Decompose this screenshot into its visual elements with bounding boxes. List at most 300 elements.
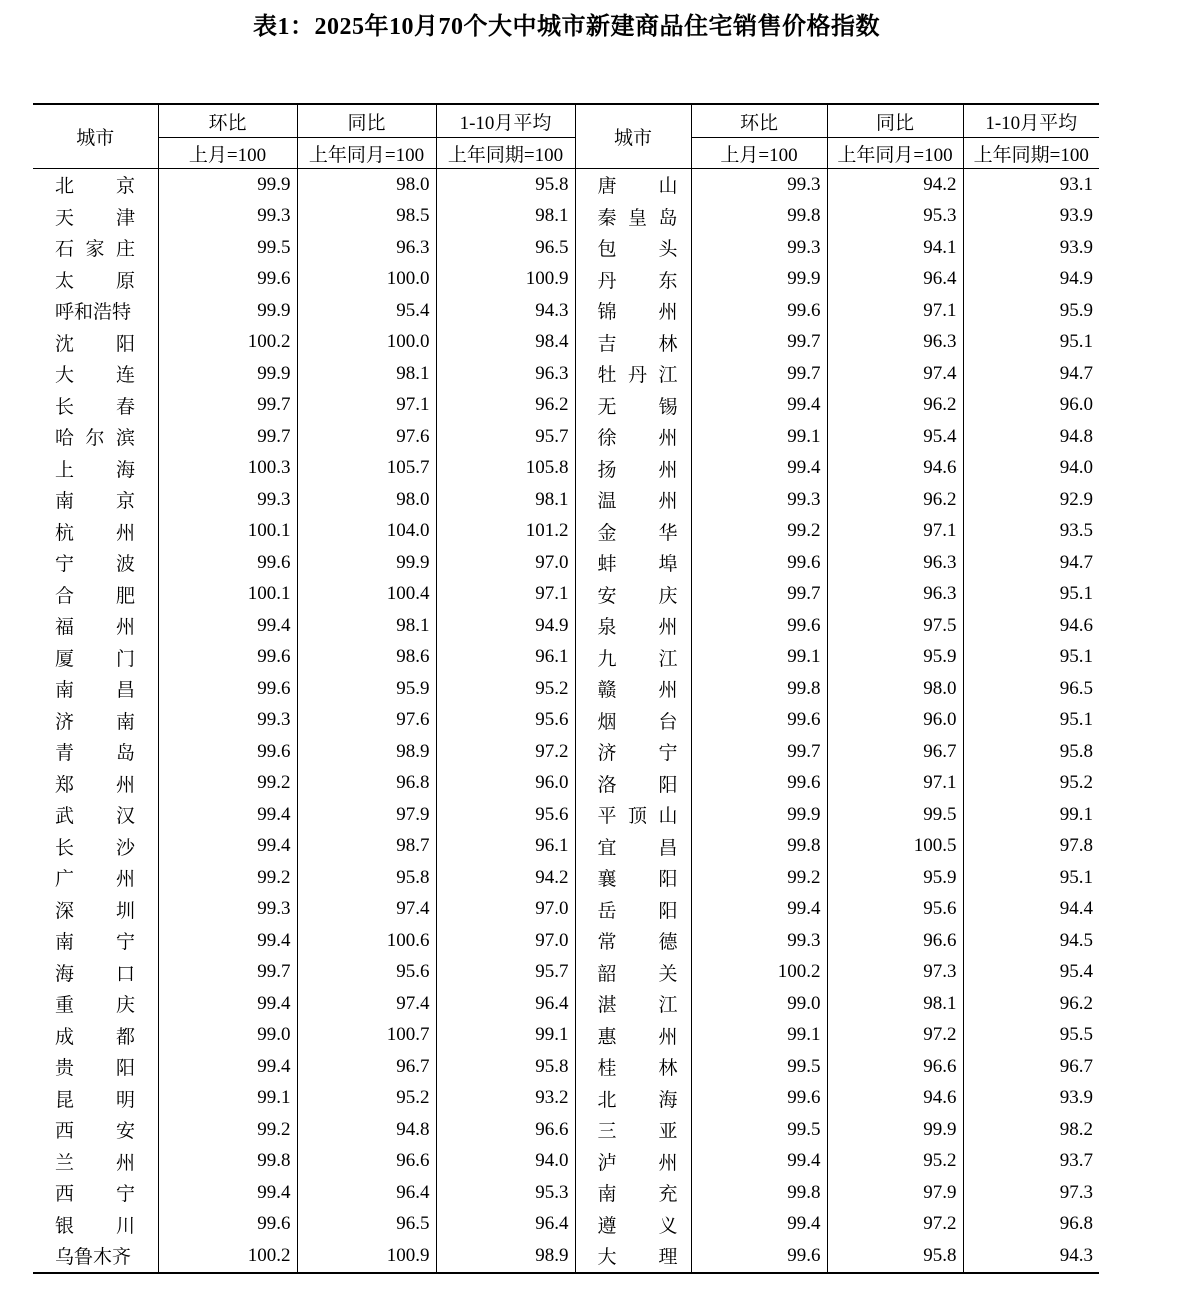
yoy-value-left: 96.7 [297, 1051, 436, 1083]
table-row [33, 642, 1099, 674]
yoy-value-left: 98.7 [297, 831, 436, 863]
yoy-value-left: 100.0 [297, 327, 436, 359]
city-name-text: 济 宁 [597, 743, 678, 765]
city-name-text: 泸 州 [597, 1152, 678, 1174]
avg-value-right: 94.8 [963, 421, 1099, 453]
avg-value-left: 95.7 [436, 421, 575, 453]
mom-value-right: 99.3 [691, 925, 827, 957]
city-name-text: 平 顶 山 [597, 806, 678, 828]
mom-value-right: 99.5 [691, 1114, 827, 1146]
mom-value-right: 99.8 [691, 201, 827, 233]
city-name-right [575, 453, 691, 485]
city-name-right [575, 169, 691, 201]
table-row [33, 831, 1099, 863]
table-row [33, 1146, 1099, 1178]
yoy-value-left: 97.1 [297, 390, 436, 422]
yoy-value-right: 97.9 [827, 1177, 963, 1209]
city-name-text: 郑 州 [55, 774, 135, 796]
avg-value-left: 95.6 [436, 705, 575, 737]
mom-value-left: 100.1 [158, 579, 297, 611]
city-name-text: 深 圳 [55, 900, 135, 922]
city-name-left [33, 232, 158, 264]
city-name-left [33, 768, 158, 800]
avg-value-right: 95.1 [963, 862, 1099, 894]
city-name-right [575, 610, 691, 642]
mom-value-right: 99.3 [691, 484, 827, 516]
avg-value-left: 101.2 [436, 516, 575, 548]
city-name-left [33, 862, 158, 894]
mom-value-left: 99.6 [158, 642, 297, 674]
yoy-value-left: 98.9 [297, 736, 436, 768]
city-name-right [575, 201, 691, 233]
table-row [33, 1209, 1099, 1241]
city-name-text: 乌鲁木齐 [55, 1247, 132, 1269]
yoy-value-right: 96.6 [827, 925, 963, 957]
mom-value-left: 99.4 [158, 799, 297, 831]
mom-value-left: 99.3 [158, 484, 297, 516]
yoy-value-right: 95.8 [827, 1240, 963, 1273]
avg-value-right: 94.5 [963, 925, 1099, 957]
city-name-text: 徐 州 [597, 428, 678, 450]
table-row [33, 1083, 1099, 1115]
city-name-text: 厦 门 [55, 648, 135, 670]
yoy-value-right: 96.3 [827, 327, 963, 359]
city-name-right [575, 957, 691, 989]
yoy-value-left: 95.4 [297, 295, 436, 327]
mom-value-right: 99.6 [691, 1240, 827, 1273]
city-name-text: 南 京 [55, 491, 135, 513]
city-name-left [33, 169, 158, 201]
city-name-text: 昆 明 [55, 1089, 135, 1111]
city-name-text: 宁 波 [55, 554, 135, 576]
city-name-text: 遵 义 [597, 1215, 678, 1237]
mom-value-left: 99.8 [158, 1146, 297, 1178]
city-name-text: 西 安 [55, 1121, 135, 1143]
avg-value-left: 95.2 [436, 673, 575, 705]
table-row [33, 705, 1099, 737]
mom-value-left: 99.5 [158, 232, 297, 264]
city-name-text: 贵 阳 [55, 1058, 135, 1080]
city-name-right [575, 988, 691, 1020]
avg-value-right: 95.5 [963, 1020, 1099, 1052]
city-name-right [575, 295, 691, 327]
city-name-right [575, 1020, 691, 1052]
city-name-left [33, 925, 158, 957]
avg-value-left: 97.2 [436, 736, 575, 768]
avg-value-left: 96.4 [436, 988, 575, 1020]
yoy-value-left: 105.7 [297, 453, 436, 485]
mom-value-left: 99.4 [158, 988, 297, 1020]
avg-value-right: 94.6 [963, 610, 1099, 642]
avg-value-left: 96.1 [436, 831, 575, 863]
yoy-value-left: 96.4 [297, 1177, 436, 1209]
header-city-right: 城市 [575, 104, 691, 169]
avg-value-right: 95.9 [963, 295, 1099, 327]
city-name-text: 金 华 [597, 522, 678, 544]
city-name-left [33, 390, 158, 422]
yoy-value-left: 100.0 [297, 264, 436, 296]
header-city-left: 城市 [76, 128, 115, 149]
yoy-value-right: 94.6 [827, 1083, 963, 1115]
avg-value-left: 94.0 [436, 1146, 575, 1178]
avg-value-left: 96.6 [436, 1114, 575, 1146]
avg-value-right: 95.1 [963, 327, 1099, 359]
avg-value-right: 96.2 [963, 988, 1099, 1020]
header-avg-right: 1-10月平均 [963, 104, 1099, 138]
table-row [33, 358, 1099, 390]
yoy-value-right: 95.6 [827, 894, 963, 926]
table-row [33, 327, 1099, 359]
mom-value-right: 99.1 [691, 421, 827, 453]
city-name-text: 武 汉 [55, 806, 135, 828]
header-avg-left: 1-10月平均 [436, 104, 575, 138]
avg-value-left: 97.0 [436, 894, 575, 926]
mom-value-left: 99.1 [158, 1083, 297, 1115]
city-name-text: 兰 州 [55, 1152, 135, 1174]
avg-value-left: 95.8 [436, 1051, 575, 1083]
city-name-right [575, 484, 691, 516]
yoy-value-left: 96.8 [297, 768, 436, 800]
avg-value-right: 94.9 [963, 264, 1099, 296]
city-name-left [33, 1051, 158, 1083]
mom-value-right: 99.7 [691, 579, 827, 611]
city-name-left [33, 831, 158, 863]
city-name-text: 岳 阳 [597, 900, 678, 922]
city-name-text: 南 充 [597, 1184, 678, 1206]
city-name-right [575, 390, 691, 422]
mom-value-right: 99.7 [691, 358, 827, 390]
avg-value-right: 95.4 [963, 957, 1099, 989]
city-name-left [33, 957, 158, 989]
mom-value-left: 99.3 [158, 894, 297, 926]
mom-value-right: 99.6 [691, 705, 827, 737]
city-name-left [33, 642, 158, 674]
avg-value-right: 96.8 [963, 1209, 1099, 1241]
city-name-text: 赣 州 [597, 680, 678, 702]
avg-value-right: 93.9 [963, 232, 1099, 264]
yoy-value-left: 97.4 [297, 988, 436, 1020]
mom-value-right: 99.6 [691, 547, 827, 579]
mom-value-left: 99.6 [158, 673, 297, 705]
avg-value-left: 105.8 [436, 453, 575, 485]
city-name-text: 惠 州 [597, 1026, 678, 1048]
city-name-left [33, 988, 158, 1020]
header-mom-left: 环比 [158, 104, 297, 138]
table-row [33, 547, 1099, 579]
city-name-right [575, 1146, 691, 1178]
city-name-left [33, 516, 158, 548]
city-name-right [575, 768, 691, 800]
city-name-text: 湛 江 [597, 995, 678, 1017]
city-name-text: 吉 林 [597, 333, 678, 355]
city-name-left [33, 673, 158, 705]
avg-value-left: 95.6 [436, 799, 575, 831]
avg-value-left: 96.1 [436, 642, 575, 674]
header-yoy-base-right: 上年同月=100 [827, 138, 963, 169]
city-name-text: 无 锡 [597, 396, 678, 418]
city-name-left [33, 579, 158, 611]
mom-value-right: 99.9 [691, 264, 827, 296]
yoy-value-right: 96.0 [827, 705, 963, 737]
city-name-text: 九 江 [597, 648, 678, 670]
city-name-right [575, 799, 691, 831]
city-name-left [33, 264, 158, 296]
mom-value-right: 99.4 [691, 1146, 827, 1178]
table-row [33, 453, 1099, 485]
avg-value-right: 94.3 [963, 1240, 1099, 1273]
mom-value-right: 99.9 [691, 799, 827, 831]
mom-value-left: 99.0 [158, 1020, 297, 1052]
avg-value-right: 96.7 [963, 1051, 1099, 1083]
city-name-text: 长 春 [55, 396, 135, 418]
avg-value-right: 93.7 [963, 1146, 1099, 1178]
mom-value-left: 99.2 [158, 1114, 297, 1146]
table-row [33, 232, 1099, 264]
city-name-text: 南 昌 [55, 680, 135, 702]
avg-value-right: 95.1 [963, 642, 1099, 674]
mom-value-left: 99.6 [158, 547, 297, 579]
yoy-value-left: 97.4 [297, 894, 436, 926]
yoy-value-left: 104.0 [297, 516, 436, 548]
yoy-value-right: 97.1 [827, 768, 963, 800]
yoy-value-right: 96.7 [827, 736, 963, 768]
city-name-right [575, 894, 691, 926]
mom-value-right: 99.4 [691, 894, 827, 926]
avg-value-left: 93.2 [436, 1083, 575, 1115]
yoy-value-right: 94.1 [827, 232, 963, 264]
yoy-value-right: 98.0 [827, 673, 963, 705]
mom-value-right: 99.4 [691, 390, 827, 422]
yoy-value-right: 96.6 [827, 1051, 963, 1083]
yoy-value-left: 98.5 [297, 201, 436, 233]
table-row [33, 957, 1099, 989]
avg-value-right: 93.1 [963, 169, 1099, 201]
mom-value-left: 100.2 [158, 327, 297, 359]
yoy-value-right: 97.2 [827, 1209, 963, 1241]
mom-value-left: 99.4 [158, 1051, 297, 1083]
mom-value-left: 99.9 [158, 358, 297, 390]
city-name-left [33, 1083, 158, 1115]
avg-value-left: 95.3 [436, 1177, 575, 1209]
table-row [33, 894, 1099, 926]
table-row [33, 1177, 1099, 1209]
mom-value-right: 99.7 [691, 736, 827, 768]
city-name-text: 济 南 [55, 711, 135, 733]
yoy-value-left: 95.9 [297, 673, 436, 705]
header-yoy-left: 同比 [297, 104, 436, 138]
avg-value-left: 97.0 [436, 547, 575, 579]
city-name-text: 温 州 [597, 491, 678, 513]
yoy-value-right: 100.5 [827, 831, 963, 863]
city-name-text: 海 口 [55, 963, 135, 985]
yoy-value-right: 98.1 [827, 988, 963, 1020]
table-row [33, 1114, 1099, 1146]
yoy-value-left: 96.3 [297, 232, 436, 264]
avg-value-left: 98.9 [436, 1240, 575, 1273]
city-name-left [33, 1114, 158, 1146]
avg-value-right: 93.5 [963, 516, 1099, 548]
avg-value-right: 95.1 [963, 705, 1099, 737]
avg-value-right: 94.7 [963, 547, 1099, 579]
city-name-text: 泉 州 [597, 617, 678, 639]
mom-value-right: 99.8 [691, 831, 827, 863]
mom-value-left: 99.2 [158, 862, 297, 894]
city-name-right [575, 673, 691, 705]
city-name-text: 桂 林 [597, 1058, 678, 1080]
mom-value-left: 99.4 [158, 610, 297, 642]
table-row [33, 862, 1099, 894]
yoy-value-left: 98.0 [297, 484, 436, 516]
city-name-left [33, 201, 158, 233]
avg-value-right: 97.8 [963, 831, 1099, 863]
city-name-text: 大 理 [597, 1247, 678, 1269]
mom-value-right: 99.2 [691, 862, 827, 894]
city-name-text: 南 宁 [55, 932, 135, 954]
avg-value-left: 98.1 [436, 484, 575, 516]
yoy-value-right: 95.9 [827, 862, 963, 894]
city-name-text: 大 连 [55, 365, 135, 387]
yoy-value-left: 98.6 [297, 642, 436, 674]
avg-value-right: 92.9 [963, 484, 1099, 516]
avg-value-right: 94.0 [963, 453, 1099, 485]
avg-value-left: 97.0 [436, 925, 575, 957]
yoy-value-right: 95.4 [827, 421, 963, 453]
mom-value-right: 99.1 [691, 642, 827, 674]
city-name-right [575, 736, 691, 768]
city-name-text: 蚌 埠 [597, 554, 678, 576]
avg-value-right: 95.8 [963, 736, 1099, 768]
mom-value-right: 99.4 [691, 1209, 827, 1241]
page-title: 表1：2025年10月70个大中城市新建商品住宅销售价格指数 [253, 14, 880, 40]
mom-value-left: 100.2 [158, 1240, 297, 1273]
city-name-text: 北 京 [55, 176, 135, 198]
avg-value-right: 94.4 [963, 894, 1099, 926]
yoy-value-right: 97.1 [827, 516, 963, 548]
avg-value-left: 96.3 [436, 358, 575, 390]
yoy-value-right: 94.2 [827, 169, 963, 201]
table-row [33, 925, 1099, 957]
yoy-value-right: 94.6 [827, 453, 963, 485]
table-row [33, 799, 1099, 831]
mom-value-left: 99.3 [158, 705, 297, 737]
avg-value-left: 97.1 [436, 579, 575, 611]
avg-value-left: 98.4 [436, 327, 575, 359]
mom-value-right: 99.4 [691, 453, 827, 485]
city-name-text: 哈 尔 滨 [55, 428, 135, 450]
city-name-right [575, 232, 691, 264]
mom-value-left: 99.6 [158, 736, 297, 768]
avg-value-left: 99.1 [436, 1020, 575, 1052]
table-row [33, 768, 1099, 800]
mom-value-right: 99.2 [691, 516, 827, 548]
yoy-value-left: 96.6 [297, 1146, 436, 1178]
mom-value-right: 99.6 [691, 1083, 827, 1115]
city-name-right [575, 579, 691, 611]
city-name-text: 沈 阳 [55, 333, 135, 355]
table-row [33, 736, 1099, 768]
table-row [33, 1051, 1099, 1083]
table-row [33, 516, 1099, 548]
table-row [33, 169, 1099, 201]
city-name-text: 洛 阳 [597, 774, 678, 796]
city-name-text: 锦 州 [597, 302, 678, 324]
city-name-text: 广 州 [55, 869, 135, 891]
city-name-text: 扬 州 [597, 459, 678, 481]
city-name-right [575, 705, 691, 737]
city-name-left [33, 610, 158, 642]
table-body [33, 169, 1099, 1273]
mom-value-left: 99.7 [158, 421, 297, 453]
table-row [33, 295, 1099, 327]
city-name-text: 天 津 [55, 207, 135, 229]
mom-value-right: 99.1 [691, 1020, 827, 1052]
table-row [33, 201, 1099, 233]
city-name-left [33, 799, 158, 831]
mom-value-left: 100.3 [158, 453, 297, 485]
city-name-left [33, 894, 158, 926]
city-name-text: 烟 台 [597, 711, 678, 733]
yoy-value-left: 97.6 [297, 421, 436, 453]
yoy-value-left: 95.6 [297, 957, 436, 989]
city-name-right [575, 1114, 691, 1146]
mom-value-left: 99.9 [158, 169, 297, 201]
yoy-value-left: 94.8 [297, 1114, 436, 1146]
city-name-left [33, 453, 158, 485]
city-name-text: 襄 阳 [597, 869, 678, 891]
city-name-text: 丹 东 [597, 270, 678, 292]
city-name-left [33, 421, 158, 453]
yoy-value-right: 96.3 [827, 547, 963, 579]
city-name-text: 包 头 [597, 239, 678, 261]
table-row [33, 673, 1099, 705]
yoy-value-right: 97.2 [827, 1020, 963, 1052]
mom-value-left: 99.6 [158, 264, 297, 296]
mom-value-right: 99.0 [691, 988, 827, 1020]
city-name-text: 石 家 庄 [55, 239, 135, 261]
city-name-left [33, 484, 158, 516]
yoy-value-right: 95.9 [827, 642, 963, 674]
mom-value-left: 99.7 [158, 957, 297, 989]
city-name-text: 成 都 [55, 1026, 135, 1048]
table-row [33, 1240, 1099, 1273]
avg-value-left: 95.8 [436, 169, 575, 201]
mom-value-right: 99.6 [691, 295, 827, 327]
city-name-right [575, 925, 691, 957]
city-name-left [33, 1240, 158, 1273]
mom-value-right: 99.7 [691, 327, 827, 359]
city-name-text: 三 亚 [597, 1121, 678, 1143]
avg-value-right: 97.3 [963, 1177, 1099, 1209]
avg-value-right: 93.9 [963, 201, 1099, 233]
city-name-text: 青 岛 [55, 743, 135, 765]
mom-value-left: 99.4 [158, 1177, 297, 1209]
avg-value-right: 98.2 [963, 1114, 1099, 1146]
city-name-left [33, 358, 158, 390]
header-mom-base-left: 上月=100 [158, 138, 297, 169]
header-avg-base-left: 上年同期=100 [436, 138, 575, 169]
header-yoy-base-left: 上年同月=100 [297, 138, 436, 169]
city-name-text: 西 宁 [55, 1184, 135, 1206]
avg-value-right: 93.9 [963, 1083, 1099, 1115]
city-name-right [575, 862, 691, 894]
yoy-value-right: 97.3 [827, 957, 963, 989]
city-name-text: 常 德 [597, 932, 678, 954]
avg-value-left: 96.2 [436, 390, 575, 422]
mom-value-left: 99.2 [158, 768, 297, 800]
city-name-left [33, 295, 158, 327]
city-name-left [33, 1177, 158, 1209]
avg-value-left: 96.4 [436, 1209, 575, 1241]
